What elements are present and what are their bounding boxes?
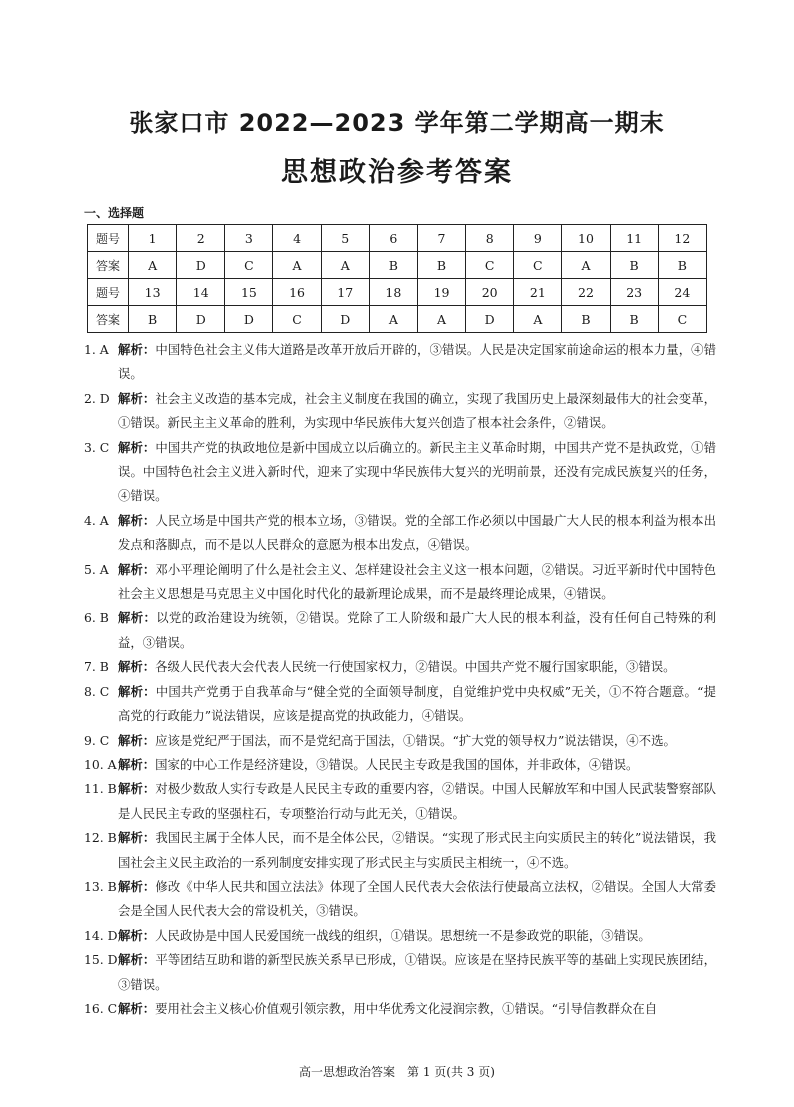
explanation-text: 人民立场是中国共产党的根本立场，③错误。党的全部工作必须以中国最广大人民的根本利益为根本出发点和落脚点，而不是以人民群众的意愿为根本出发点，④错误。 <box>118 512 717 553</box>
answer-cell: C <box>466 252 514 279</box>
question-answer: 13. B <box>84 878 117 894</box>
answer-cell: B <box>562 306 610 333</box>
explanation-item <box>84 436 716 509</box>
answer-cell: 9 <box>514 225 562 252</box>
answer-cell: 14 <box>177 279 225 306</box>
row-label: 题号 <box>88 279 129 306</box>
explanation-list <box>84 338 716 1021</box>
question-answer: 11. B <box>84 781 117 797</box>
answer-cell: A <box>562 252 610 279</box>
explanation-label: 解析： <box>118 878 156 894</box>
question-answer: 5. A <box>84 561 109 577</box>
answer-cell: B <box>610 306 658 333</box>
explanation-item <box>84 338 716 387</box>
explanation-label: 解析： <box>118 683 156 699</box>
explanation-body <box>118 997 716 1021</box>
question-answer: 4. A <box>84 512 109 528</box>
answer-cell: 7 <box>417 225 465 252</box>
answer-cell: 5 <box>321 225 369 252</box>
explanation-text: 各级人民代表大会代表人民统一行使国家权力，②错误。中国共产党不履行国家职能，③错误。 <box>155 659 676 675</box>
explanation-label: 解析： <box>118 512 156 528</box>
row-label: 题号 <box>88 225 129 252</box>
explanation-label: 解析： <box>118 561 156 577</box>
answer-cell: D <box>225 306 273 333</box>
answer-cell: A <box>321 252 369 279</box>
explanation-body <box>118 826 716 875</box>
explanation-item <box>84 924 716 948</box>
answer-cell: 2 <box>177 225 225 252</box>
explanation-body <box>118 655 716 679</box>
page-footer: 高一思想政治答案 第 1 页(共 3 页) <box>299 1065 495 1079</box>
explanation-text: 社会主义改造的基本完成，社会主义制度在我国的确立，实现了我国历史上最深刻最伟大的社会变革，①错误。新民主主义革命的胜利，为实现中华民族伟大复兴创造了根本社会条件，②错误。 <box>118 390 717 431</box>
explanation-body <box>118 680 716 729</box>
explanation-text: 对极少数敌人实行专政是人民民主专政的重要内容，②错误。中国人民解放军和中国人民武装警察部队是人民民主专政的坚强柱石，专项整治行动与此无关，①错误。 <box>118 781 717 821</box>
explanation-body <box>118 948 716 997</box>
answer-cell: 11 <box>610 225 658 252</box>
explanation-item <box>84 680 716 729</box>
explanation-body <box>118 729 716 753</box>
question-answer: 2. D <box>84 390 110 406</box>
question-answer: 12. B <box>84 830 117 846</box>
answer-cell: 13 <box>129 279 177 306</box>
explanation-text: 中国共产党勇于自我革命与“健全党的全面领导制度，自觉维护党中央权威”无关，①不符合题意。“提高党的行政能力”说法错误，应该是提高党的执政能力，④错误。 <box>118 683 717 724</box>
explanation-text: 我国民主属于全体人民，而不是全体公民，②错误。“实现了形式民主向实质民主的转化”说法错误，我国社会主义民主政治的一系列制度安排实现了形式民主与实质民主相统一，④不选。 <box>118 830 716 870</box>
explanation-text: 要用社会主义核心价值观引领宗教，用中华优秀文化浸润宗教，①错误。“引导信教群众在自 <box>155 1000 658 1016</box>
answer-cell: 8 <box>466 225 514 252</box>
answer-cell: B <box>369 252 417 279</box>
explanation-item <box>84 826 716 875</box>
explanation-item <box>84 509 716 558</box>
answer-cell: A <box>129 252 177 279</box>
explanation-label: 解析： <box>118 1000 156 1016</box>
explanation-text: 以党的政治建设为统领，②错误。党除了工人阶级和最广大人民的根本利益，没有任何自己特殊的利益，③错误。 <box>118 610 717 650</box>
explanation-text: 中国特色社会主义伟大道路是改革开放后开辟的，③错误。人民是决定国家前途命运的根本力量，④错误。 <box>118 342 717 382</box>
explanation-label: 解析： <box>118 659 156 675</box>
answer-cell: A <box>417 306 465 333</box>
answer-cell: B <box>129 306 177 333</box>
answer-cell: 20 <box>466 279 514 306</box>
answer-table-row <box>88 306 707 333</box>
explanation-body <box>118 606 716 655</box>
answer-cell: D <box>177 306 225 333</box>
explanation-label: 解析： <box>118 952 156 968</box>
answer-cell: 21 <box>514 279 562 306</box>
answer-cell: 17 <box>321 279 369 306</box>
answer-table-row <box>88 252 707 279</box>
document-subtitle: 思想政治参考答案 <box>281 157 513 188</box>
answer-cell: C <box>658 306 706 333</box>
explanation-text: 应该是党纪严于国法，而不是党纪高于国法，①错误。“扩大党的领导权力”说法错误，④不选。 <box>155 732 676 748</box>
explanation-label: 解析： <box>118 390 156 406</box>
question-answer: 10. A <box>84 756 117 772</box>
explanation-text: 平等团结互助和谐的新型民族关系早已形成，①错误。应该是在坚持民族平等的基础上实现民族团结，③错误。 <box>118 952 717 992</box>
explanation-item <box>84 558 716 607</box>
answer-cell: 16 <box>273 279 321 306</box>
answer-cell: D <box>177 252 225 279</box>
explanation-label: 解析： <box>118 830 156 846</box>
question-answer: 9. C <box>84 732 110 748</box>
question-answer: 14. D <box>84 927 118 943</box>
question-answer: 16. C <box>84 1000 118 1016</box>
explanation-body <box>118 875 716 924</box>
explanation-item <box>84 606 716 655</box>
explanation-text: 修改《中华人民共和国立法法》体现了全国人民代表大会依法行使最高立法权，②错误。全国人大常委会是全国人民代表大会的常设机关，③错误。 <box>118 878 717 919</box>
answer-cell: A <box>369 306 417 333</box>
explanation-text: 人民政协是中国人民爱国统一战线的组织，①错误。思想统一不是参政党的职能，③错误。 <box>155 927 651 943</box>
explanation-item <box>84 875 716 924</box>
explanation-label: 解析： <box>118 342 156 357</box>
explanation-item <box>84 948 716 997</box>
answer-cell: C <box>273 306 321 333</box>
document-title: 张家口市 2022—2023 学年第二学期高一期末 <box>129 109 665 137</box>
explanation-item <box>84 387 716 436</box>
answer-cell: 10 <box>562 225 610 252</box>
question-answer: 3. C <box>84 439 110 455</box>
answer-cell: A <box>514 306 562 333</box>
explanation-body <box>118 924 716 948</box>
explanation-text: 国家的中心工作是经济建设，③错误。人民民主专政是我国的国体，并非政体，④错误。 <box>155 756 639 772</box>
question-answer: 15. D <box>84 952 118 968</box>
answer-cell: 23 <box>610 279 658 306</box>
answer-table-row <box>88 279 707 306</box>
answer-cell: 6 <box>369 225 417 252</box>
answer-table <box>87 224 707 333</box>
answer-cell: C <box>514 252 562 279</box>
explanation-body <box>118 558 716 607</box>
explanation-item <box>84 729 716 753</box>
explanation-label: 解析： <box>118 439 156 455</box>
explanation-text: 邓小平理论阐明了什么是社会主义、怎样建设社会主义这一根本问题，②错误。习近平新时代中国特色社会主义思想是马克思主义中国化时代化的最新理论成果，而不是最终理论成果，④错误。 <box>118 561 717 602</box>
answer-cell: D <box>321 306 369 333</box>
explanation-body <box>118 436 716 509</box>
answer-cell: 18 <box>369 279 417 306</box>
explanation-body <box>118 753 716 777</box>
answer-table-row <box>88 225 707 252</box>
question-answer: 8. C <box>84 683 110 699</box>
explanation-label: 解析： <box>118 781 156 797</box>
answer-cell: 24 <box>658 279 706 306</box>
answer-cell: A <box>273 252 321 279</box>
section-heading: 一、选择题 <box>84 206 145 220</box>
row-label: 答案 <box>88 252 129 279</box>
explanation-body <box>118 338 716 387</box>
question-answer: 1. A <box>84 342 109 357</box>
answer-cell: B <box>417 252 465 279</box>
answer-cell: 3 <box>225 225 273 252</box>
answer-cell: B <box>658 252 706 279</box>
explanation-label: 解析： <box>118 732 156 748</box>
answer-cell: 22 <box>562 279 610 306</box>
explanation-label: 解析： <box>118 610 157 626</box>
explanation-item <box>84 777 716 826</box>
answer-cell: 4 <box>273 225 321 252</box>
answer-cell: 1 <box>129 225 177 252</box>
question-answer: 7. B <box>84 659 109 675</box>
explanation-label: 解析： <box>118 927 156 943</box>
row-label: 答案 <box>88 306 129 333</box>
answer-cell: 12 <box>658 225 706 252</box>
explanation-body <box>118 509 716 558</box>
explanation-label: 解析： <box>118 756 156 772</box>
explanation-body <box>118 387 716 436</box>
answer-cell: 15 <box>225 279 273 306</box>
answer-cell: B <box>610 252 658 279</box>
question-answer: 6. B <box>84 610 109 626</box>
answer-cell: C <box>225 252 273 279</box>
answer-cell: D <box>466 306 514 333</box>
explanation-body <box>118 777 716 826</box>
explanation-item <box>84 655 716 679</box>
explanation-text: 中国共产党的执政地位是新中国成立以后确立的。新民主主义革命时期，中国共产党不是执政党，①错误。中国特色社会主义进入新时代，迎来了实现中华民族伟大复兴的光明前景，还没有完成民族复兴的任务，④错误。 <box>118 439 717 504</box>
explanation-item <box>84 753 716 777</box>
explanation-item <box>84 997 716 1021</box>
answer-cell: 19 <box>417 279 465 306</box>
